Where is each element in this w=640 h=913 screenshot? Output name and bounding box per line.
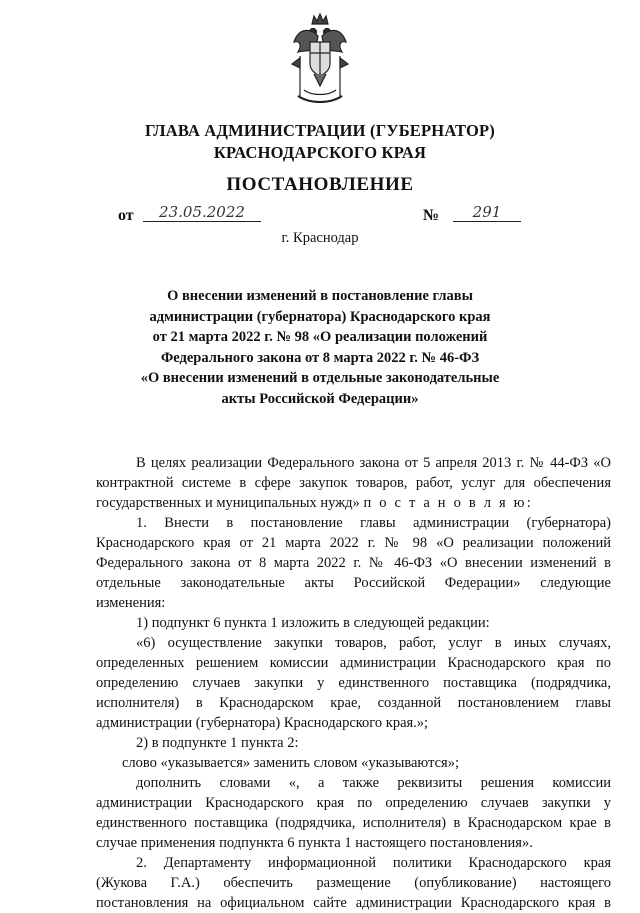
body-line: администрации Краснодарского края по определению случаев закупки у [96, 795, 611, 811]
city: г. Краснодар [281, 230, 359, 246]
body-line: отдельные законодательные акты Российской Федерации» следующие [96, 575, 611, 591]
body-line: случае применения подпункта 6 пункта 1 настоящего постановления». [96, 835, 533, 851]
body-line: 2) в подпункте 1 пункта 2: [136, 735, 299, 751]
body-line: 2. Департаменту информационной политики Краснодарского края [136, 855, 611, 871]
number-value: 291 [453, 203, 521, 222]
date-number-line [118, 205, 522, 229]
document-subject [100, 286, 540, 409]
authority-line: ГЛАВА АДМИНИСТРАЦИИ (ГУБЕРНАТОР) [145, 121, 495, 140]
body-line: дополнить словами «, а также реквизиты решения комиссии [136, 775, 611, 791]
body-line: определенных решением комиссии администрации Краснодарского края по [96, 655, 611, 671]
subject-line: акты Российской Федерации» [221, 390, 419, 407]
body-line: изменения: [96, 595, 166, 611]
subject-line: О внесении изменений в постановление главы [167, 288, 473, 304]
body-line: 1) подпункт 6 пункта 1 изложить в следующей редакции: [136, 615, 490, 631]
authority-line: КРАСНОДАРСКОГО КРАЯ [213, 143, 427, 162]
body-line: Федерального закона от 8 марта 2022 г. № 46-ФЗ «О внесении изменений в [96, 555, 611, 571]
body-line [96, 493, 611, 513]
subject-line: администрации (губернатора) Краснодарского края [149, 308, 491, 325]
body-line: контрактной системе в сфере закупок товаров, работ, услуг для обеспечения [96, 475, 611, 491]
body-text: государственных и муниципальных нужд» [96, 495, 364, 511]
body-line: слово «указывается» заменить словом «указываются»; [122, 755, 459, 771]
body-line: «6) осуществление закупки товаров, работ, услуг в иных случаях, [136, 635, 611, 651]
subject-line: Федерального закона от 8 марта 2022 г. № 46-ФЗ [160, 349, 480, 366]
issuing-authority [0, 120, 640, 164]
body-line: постановления на официальном сайте администрации Краснодарского края в [96, 895, 611, 911]
body-line: определению случаев закупки у единственного поставщика (подрядчика, [96, 675, 611, 691]
body-line: (Жукова Г.А.) обеспечить размещение (опубликование) настоящего [96, 875, 611, 891]
decree-word: п о с т а н о в л я ю: [363, 495, 533, 511]
number-label: № [423, 207, 440, 224]
document-body [96, 453, 611, 913]
date-label: от [118, 207, 134, 224]
body-line: 1. Внести в постановление главы администрации (губернатора) [136, 515, 611, 531]
body-line: администрации (губернатора) Краснодарского края.»; [96, 715, 429, 731]
subject-line: «О внесении изменений в отдельные законодательные [140, 370, 500, 386]
document-type: ПОСТАНОВЛЕНИЕ [226, 174, 414, 195]
body-line: исполнителя) в Краснодарском крае, созданной постановлением главы [96, 695, 611, 711]
date-value: 23.05.2022 [143, 203, 261, 222]
body-line: единственного поставщика (подрядчика, исполнителя) в Краснодарском крае в [96, 815, 611, 831]
body-line: В целях реализации Федерального закона от 5 апреля 2013 г. № 44-ФЗ «О [136, 455, 611, 471]
subject-line: от 21 марта 2022 г. № 98 «О реализации положений [152, 329, 488, 345]
body-line: Краснодарского края от 21 марта 2022 г. № 98 «О реализации положений [96, 535, 611, 551]
coat-of-arms-emblem-icon [290, 12, 350, 108]
